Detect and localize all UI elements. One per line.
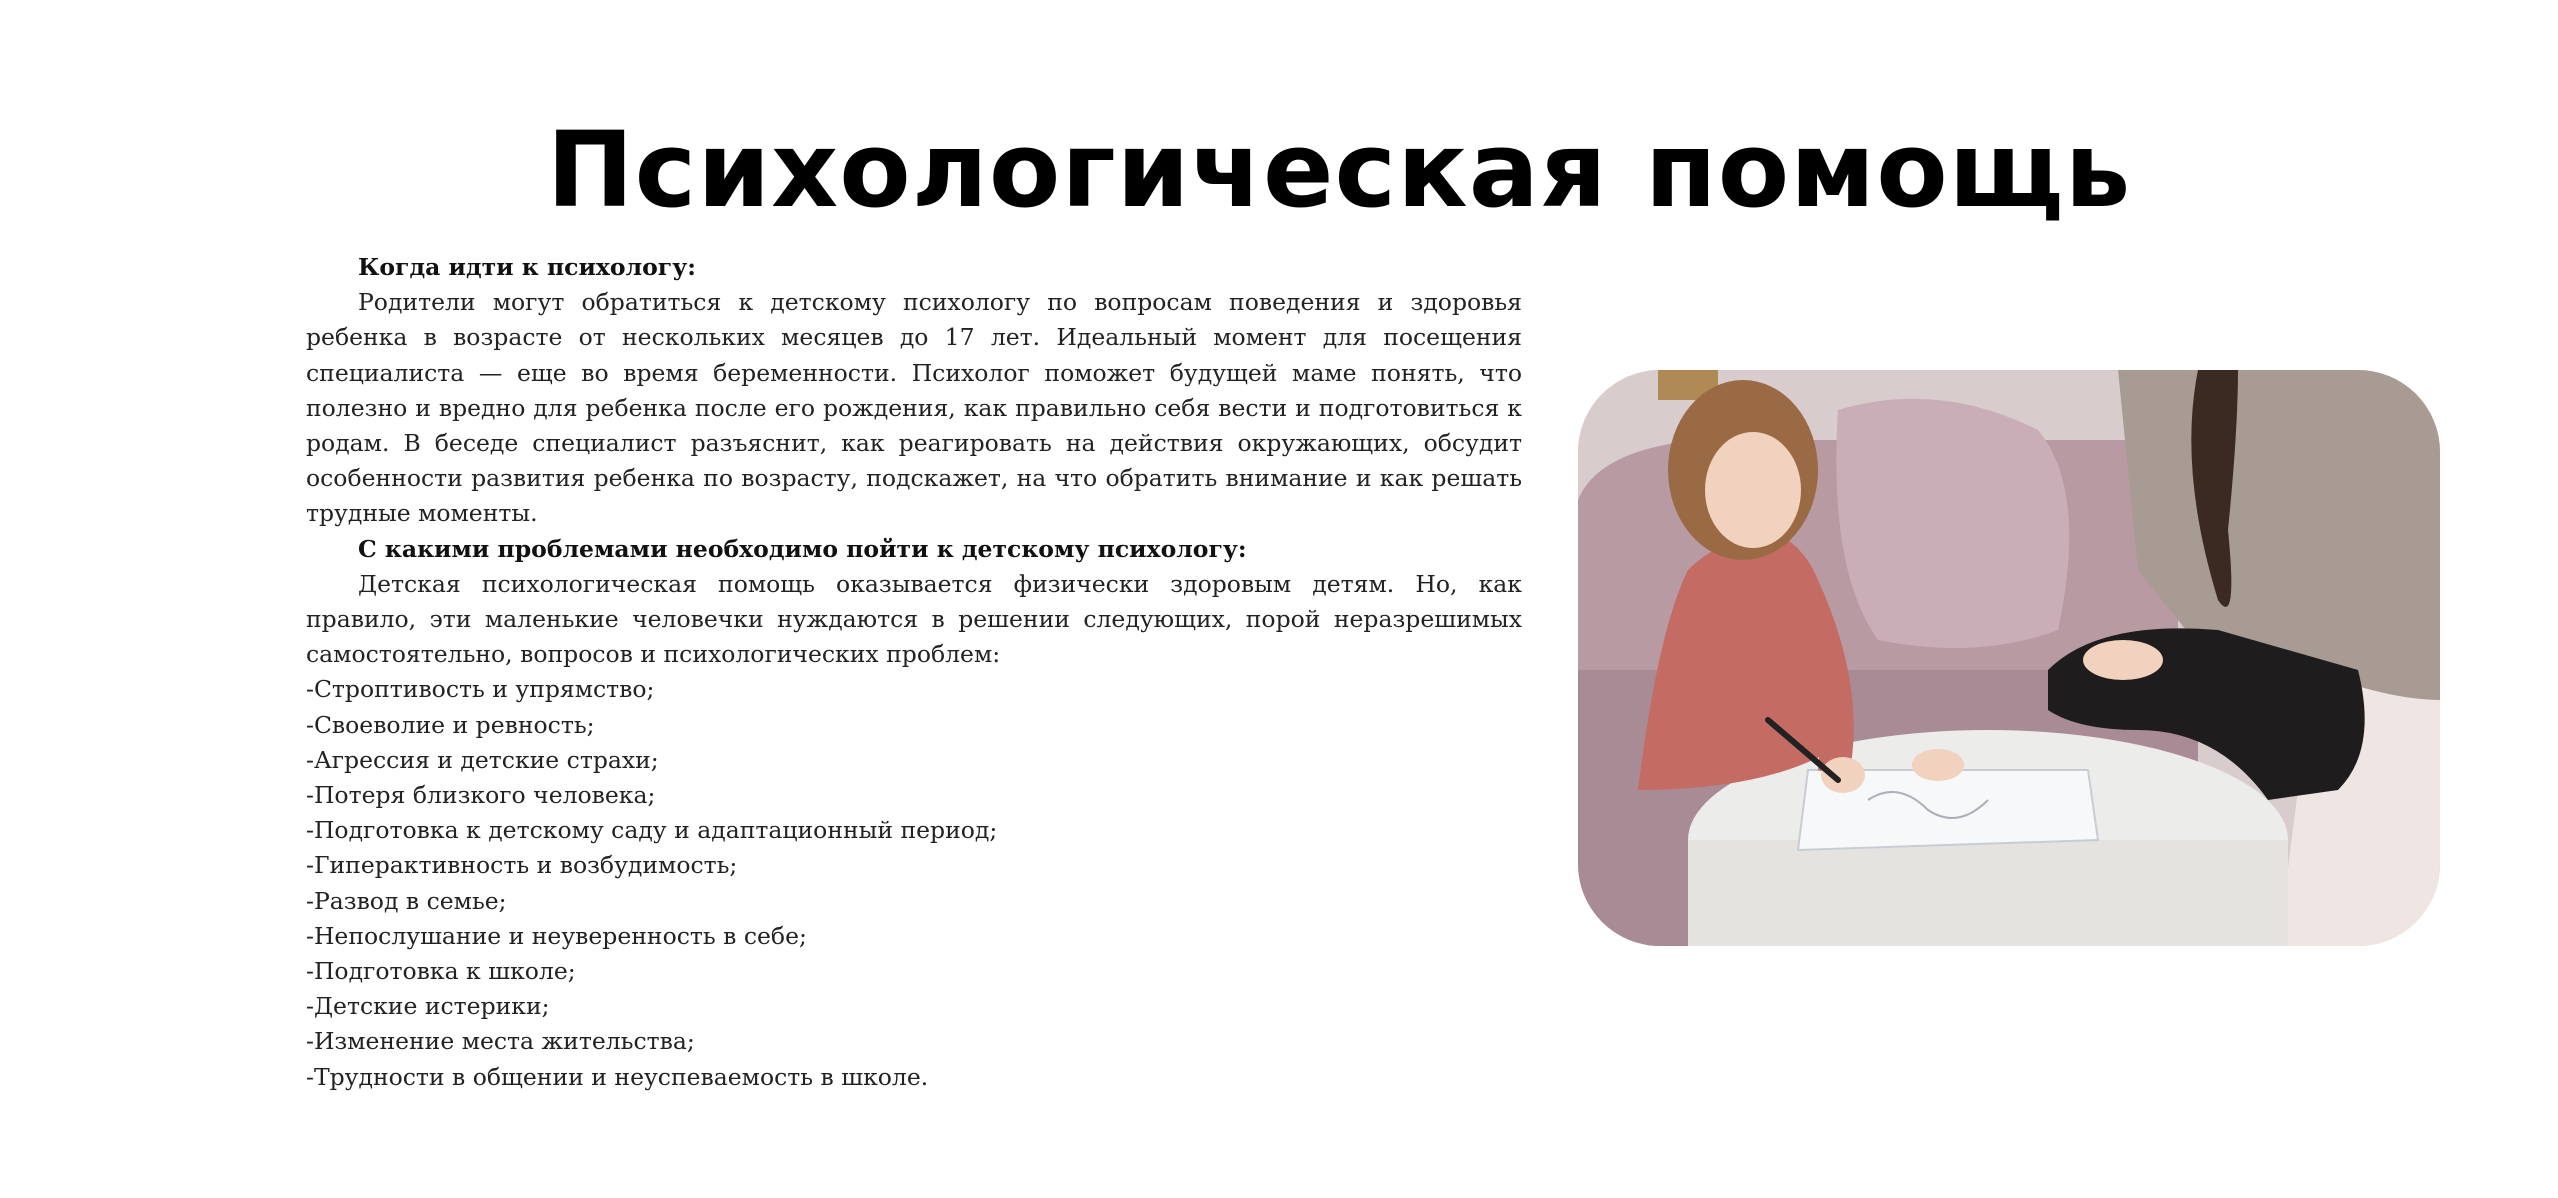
list-item: -Трудности в общении и неуспеваемость в школе.	[306, 1062, 929, 1091]
article-text	[306, 250, 1522, 1095]
list-item: -Подготовка к детскому саду и адаптационный период;	[306, 816, 998, 845]
section-paragraph-problems: Детская психологическая помощь оказывается физически здоровым детям. Но, как правило, эти маленькие человечки нуждаются в решении следующих, порой неразрешимых самостоятельно, вопросов и психологических проблем:	[306, 569, 1522, 669]
session-photo-illustration	[1578, 370, 2440, 946]
list-item: -Потеря близкого человека;	[306, 781, 656, 810]
list-item: -Изменение места жительства;	[306, 1027, 695, 1056]
section-paragraph-when: Родители могут обратиться к детскому психологу по вопросам поведения и здоровья ребенка в возрасте от нескольких месяцев до 17 лет. Идеальный момент для посещения специалиста — еще во время беременности. Психолог поможет будущей маме понять, что полезно и вредно для ребенка после его рождения, как правильно себя вести и подготовиться к родам. В беседе специалист разъяснит, как реагировать на действия окружающих, обсудит особенности развития ребенка по возрасту, подскажет, на что обратить внимание и как решать трудные моменты.	[306, 288, 1522, 528]
list-item: -Подготовка к школе;	[306, 957, 576, 986]
section-heading-problems: С какими проблемами необходимо пойти к детскому психологу:	[358, 534, 1247, 563]
list-item: -Развод в семье;	[306, 886, 507, 915]
photo-pillow	[1836, 399, 2069, 648]
page-title: Психологическая помощь	[546, 109, 2132, 231]
list-item: -Детские истерики;	[306, 992, 550, 1021]
problem-list	[306, 672, 1522, 1094]
list-item: -Строптивость и упрямство;	[306, 675, 655, 704]
section-heading-when: Когда идти к психологу:	[358, 253, 696, 281]
list-item: -Гиперактивность и возбудимость;	[306, 851, 738, 880]
list-item: -Своеволие и ревность;	[306, 710, 595, 739]
photo-child-face	[1705, 432, 1801, 548]
photo-woman-hand	[2083, 640, 2163, 680]
list-item: -Непослушание и неуверенность в себе;	[306, 921, 807, 950]
photo-table-base	[1688, 840, 2288, 946]
session-photo	[1578, 370, 2440, 946]
photo-child-hand-right	[1912, 749, 1964, 781]
list-item: -Агрессия и детские страхи;	[306, 745, 659, 774]
